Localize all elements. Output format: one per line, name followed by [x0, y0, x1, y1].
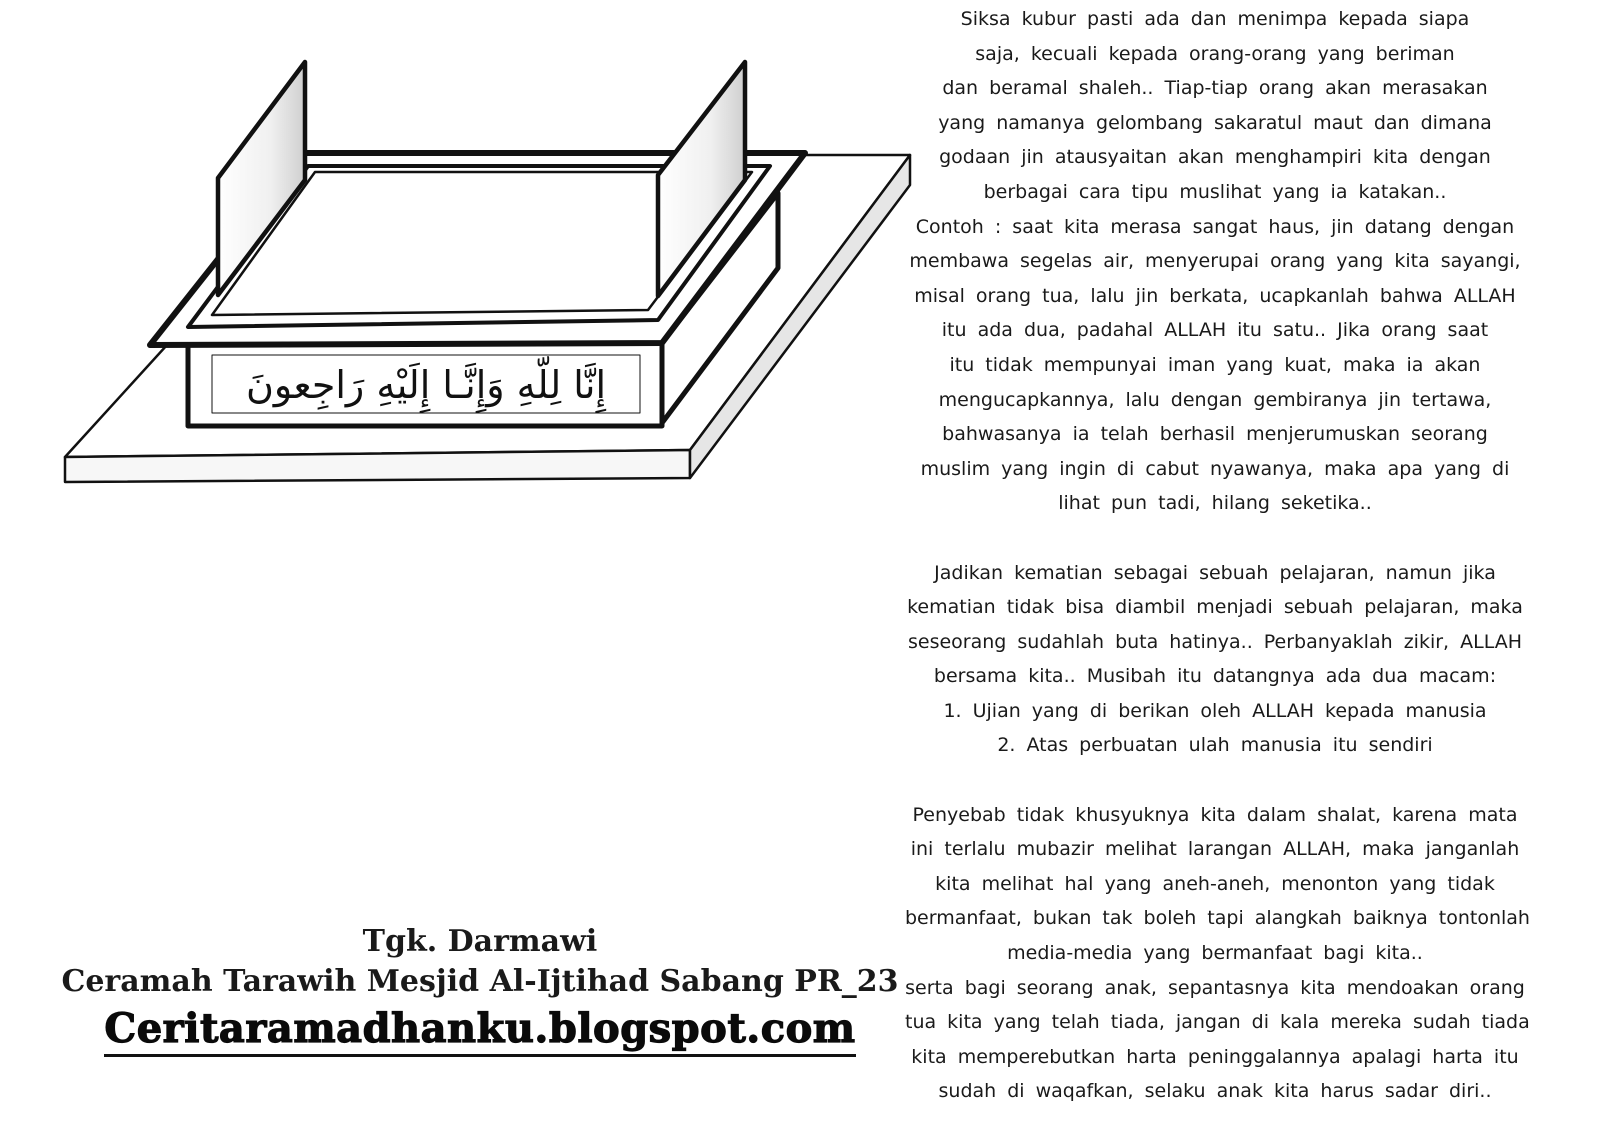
text-line: muslim yang ingin di cabut nyawanya, maka apa yang di	[920, 457, 1510, 480]
text-line: tua kita yang telah tiada, jangan di kala mereka sudah tiada	[905, 1011, 1530, 1034]
text-line: sudah di waqafkan, selaku anak kita harus sadar diri..	[938, 1080, 1492, 1103]
article-text	[905, 2, 1530, 1109]
text-line: itu ada dua, padahal ALLAH itu satu.. Jika orang saat	[941, 319, 1489, 342]
text-line: 2. Atas perbuatan ulah manusia itu sendiri	[997, 734, 1433, 757]
text-line: Siksa kubur pasti ada dan menimpa kepada siapa	[960, 8, 1470, 30]
text-line: serta bagi seorang anak, sepantasnya kita mendoakan orang	[905, 976, 1525, 999]
text-line: kita melihat hal yang aneh-aneh, menonton yang tidak	[935, 872, 1495, 895]
text-line: Jadikan kematian sebagai sebuah pelajaran, namun jika	[934, 561, 1496, 584]
website-link[interactable]: Ceritaramadhanku.blogspot.com	[104, 1006, 855, 1057]
text-line: misal orang tua, lalu jin berkata, ucapkanlah bahwa ALLAH	[914, 284, 1516, 307]
text-line: saja, kecuali kepada orang-orang yang beriman	[975, 42, 1455, 65]
paragraph	[905, 798, 1530, 1109]
arabic-inscription: إِنَّا لِلّهِ وَإِنَّـا إِلَيْهِ رَاجِعونَ	[246, 363, 606, 407]
paragraph-gap	[905, 521, 1525, 556]
text-line: lihat pun tadi, hilang seketika..	[1058, 492, 1372, 515]
grave-illustration	[0, 0, 960, 520]
text-line: bahwasanya ia telah berhasil menjerumuskan seorang	[942, 423, 1488, 446]
base-slab-front	[65, 450, 690, 482]
text-line: bersama kita.. Musibah itu datangnya ada dua macam:	[933, 665, 1497, 688]
text-line: media-media yang bermanfaat bagi kita..	[1007, 942, 1423, 965]
text-line: 1. Ujian yang di berikan oleh ALLAH kepada manusia	[943, 699, 1487, 722]
text-line: kita memperebutkan harta peninggalannya apalagi harta itu	[911, 1045, 1519, 1068]
text-line: berbagai cara tipu muslihat yang ia katakan..	[983, 180, 1447, 203]
text-line: yang namanya gelombang sakaratul maut dan dimana	[938, 111, 1492, 134]
author-name: Tgk. Darmawi	[362, 924, 598, 959]
text-line: mengucapkannya, lalu dengan gembiranya jin tertawa,	[938, 388, 1492, 411]
text-line: Contoh : saat kita merasa sangat haus, jin datang dengan	[915, 215, 1515, 238]
text-line: godaan jin atausyaitan akan menghampiri kita dengan	[939, 146, 1491, 169]
text-line: itu tidak mempunyai iman yang kuat, maka ia akan	[949, 353, 1481, 376]
paragraph	[905, 556, 1525, 764]
text-line: bermanfaat, bukan tak boleh tapi alangkah baiknya tontonlah	[905, 907, 1530, 930]
footer-credits	[60, 922, 900, 1057]
event-title: Ceramah Tarawih Mesjid Al-Ijtihad Sabang PR_23	[61, 964, 899, 999]
text-line: seseorang sudahlah buta hatinya.. Perbanyaklah zikir, ALLAH	[907, 630, 1523, 653]
text-line: kematian tidak bisa diambil menjadi sebuah pelajaran, maka	[907, 596, 1523, 619]
text-line: dan beramal shaleh.. Tiap-tiap orang akan merasakan	[942, 77, 1488, 100]
text-line: membawa segelas air, menyerupai orang yang kita sayangi,	[909, 250, 1521, 273]
text-line: ini terlalu mubazir melihat larangan ALLAH, maka janganlah	[910, 838, 1520, 861]
paragraph	[905, 2, 1525, 521]
paragraph-gap	[905, 763, 1525, 798]
text-line: Penyebab tidak khusyuknya kita dalam shalat, karena mata	[912, 803, 1518, 826]
